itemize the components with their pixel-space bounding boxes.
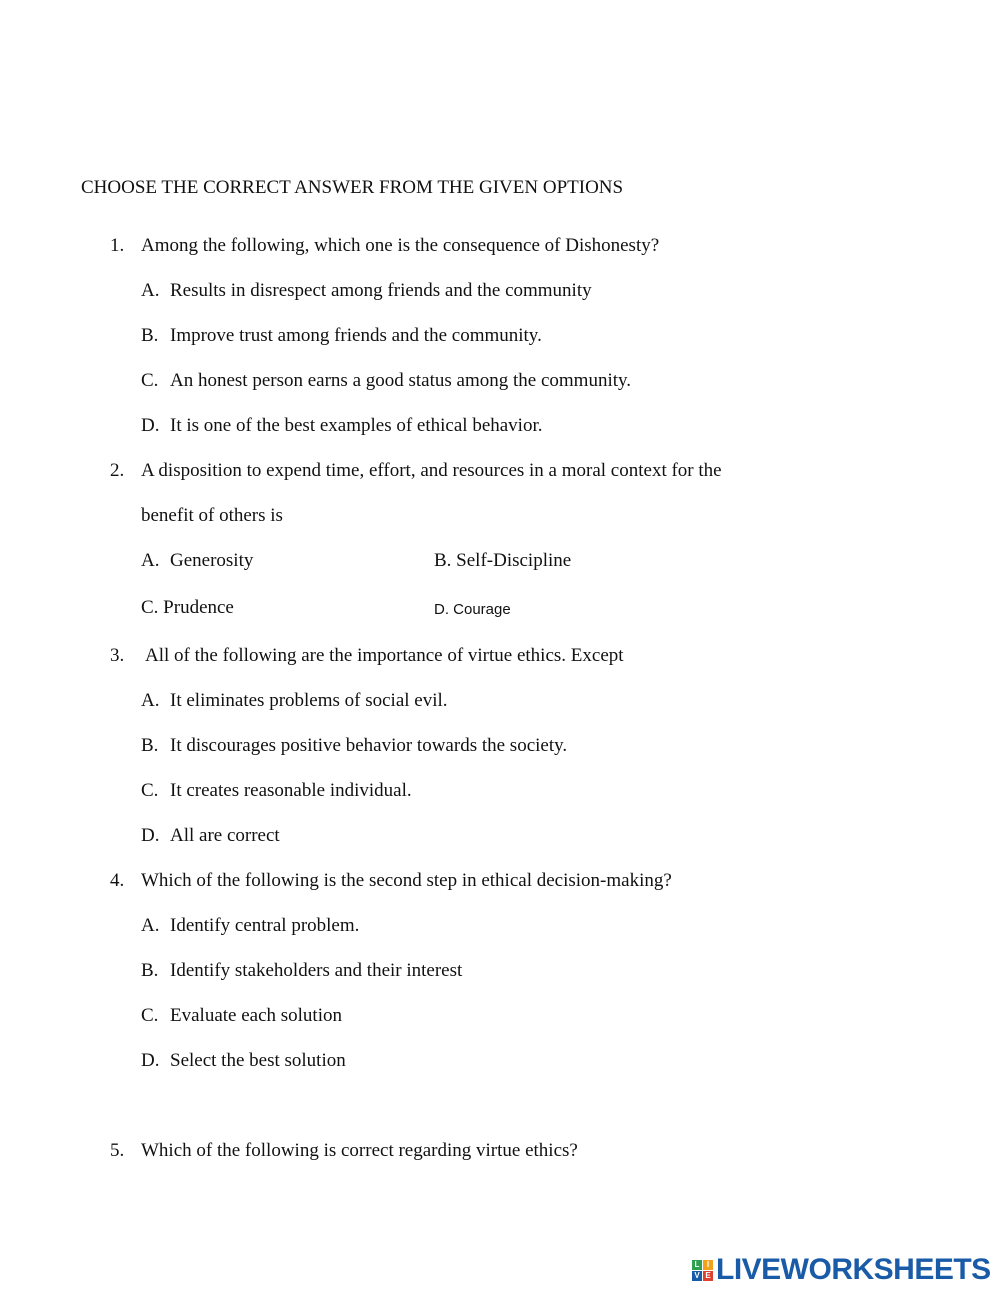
question-5-text: Which of the following is correct regarding virtue ethics? bbox=[141, 1140, 578, 1161]
q4-option-c-letter: C. bbox=[141, 1005, 159, 1026]
question-4-text: Which of the following is the second step in ethical decision-making? bbox=[141, 870, 672, 891]
q3-option-b-letter: B. bbox=[141, 735, 159, 756]
logo-mark-e: E bbox=[703, 1271, 713, 1281]
q4-option-b-letter: B. bbox=[141, 960, 159, 981]
q2-option-b[interactable]: B. Self-Discipline bbox=[434, 550, 572, 571]
q4-option-d[interactable]: Select the best solution bbox=[170, 1050, 346, 1071]
logo-mark-icon bbox=[692, 1260, 713, 1281]
question-4-number: 4. bbox=[110, 870, 125, 891]
logo-mark-v: V bbox=[692, 1271, 702, 1281]
question-2-text-line1: A disposition to expend time, effort, and resources in a moral context for the bbox=[141, 460, 722, 481]
instruction-heading: CHOOSE THE CORRECT ANSWER FROM THE GIVEN OPTIONS bbox=[81, 177, 624, 198]
q2-option-a[interactable]: Generosity bbox=[170, 550, 254, 571]
q3-option-c[interactable]: It creates reasonable individual. bbox=[170, 780, 412, 801]
q4-option-a-letter: A. bbox=[141, 915, 160, 936]
question-1-text: Among the following, which one is the consequence of Dishonesty? bbox=[141, 235, 660, 256]
q1-option-d[interactable]: It is one of the best examples of ethical behavior. bbox=[170, 415, 543, 436]
q3-option-d[interactable]: All are correct bbox=[170, 825, 280, 846]
q2-option-a-letter: A. bbox=[141, 550, 160, 571]
question-5-number: 5. bbox=[110, 1140, 125, 1161]
question-2-number: 2. bbox=[110, 460, 125, 481]
q4-option-c[interactable]: Evaluate each solution bbox=[170, 1005, 342, 1026]
q1-option-c[interactable]: An honest person earns a good status among the community. bbox=[170, 370, 632, 391]
q3-option-c-letter: C. bbox=[141, 780, 159, 801]
q1-option-a[interactable]: Results in disrespect among friends and the community bbox=[170, 280, 592, 301]
q2-option-d[interactable]: D. Courage bbox=[434, 601, 511, 618]
q1-option-c-letter: C. bbox=[141, 370, 159, 391]
q4-option-d-letter: D. bbox=[141, 1050, 160, 1071]
q1-option-b[interactable]: Improve trust among friends and the community. bbox=[170, 325, 542, 346]
logo-mark-i: I bbox=[703, 1260, 713, 1270]
q3-option-d-letter: D. bbox=[141, 825, 160, 846]
q1-option-a-letter: A. bbox=[141, 280, 160, 301]
question-3-text: All of the following are the importance of virtue ethics. Except bbox=[145, 645, 624, 666]
question-1-number: 1. bbox=[110, 235, 125, 256]
q1-option-d-letter: D. bbox=[141, 415, 160, 436]
q4-option-b[interactable]: Identify stakeholders and their interest bbox=[170, 960, 463, 981]
question-3-number: 3. bbox=[110, 645, 125, 666]
q1-option-b-letter: B. bbox=[141, 325, 159, 346]
logo-text: LIVEWORKSHEETS bbox=[716, 1253, 991, 1286]
logo-mark-l: L bbox=[692, 1260, 702, 1270]
q4-option-a[interactable]: Identify central problem. bbox=[170, 915, 360, 936]
q2-option-c[interactable]: C. Prudence bbox=[141, 597, 234, 618]
q3-option-a[interactable]: It eliminates problems of social evil. bbox=[170, 690, 448, 711]
q3-option-a-letter: A. bbox=[141, 690, 160, 711]
q3-option-b[interactable]: It discourages positive behavior towards the society. bbox=[170, 735, 568, 756]
liveworksheets-logo bbox=[692, 1254, 991, 1286]
question-2-text-line2: benefit of others is bbox=[141, 505, 283, 526]
